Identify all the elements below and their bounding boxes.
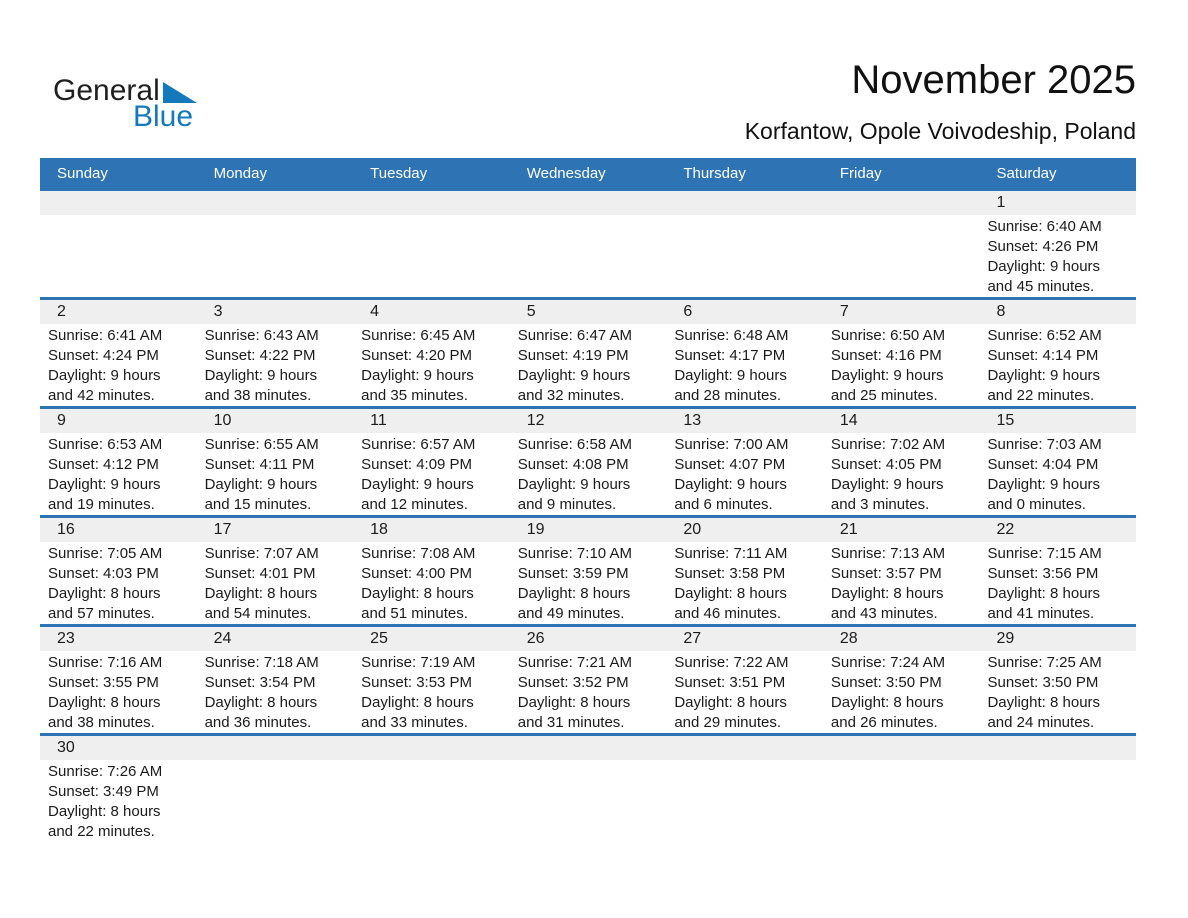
daylight-text: Daylight: 8 hours <box>830 694 944 711</box>
daylight-cont-text: and 22 minutes. <box>987 387 1095 404</box>
sunrise-text: Sunrise: 6:40 AM <box>987 218 1102 235</box>
daylight-text: Daylight: 8 hours <box>48 585 161 602</box>
day-cell <box>40 627 197 733</box>
day-cell <box>979 627 1136 733</box>
daylight-text: Daylight: 9 hours <box>204 476 318 493</box>
day-details <box>510 324 667 406</box>
day-cell <box>979 191 1136 297</box>
daylight-cont-text: and 22 minutes. <box>48 823 155 840</box>
day-name-sunday: Sunday <box>57 164 108 182</box>
daylight-text: Daylight: 9 hours <box>48 367 161 384</box>
day-details <box>979 542 1136 624</box>
sunset-text: Sunset: 4:11 PM <box>204 456 315 473</box>
day-details <box>666 324 823 406</box>
sunset-text: Sunset: 4:17 PM <box>674 347 786 364</box>
week-row <box>40 624 1136 733</box>
calendar-page <box>40 0 1136 918</box>
daylight-text: Daylight: 8 hours <box>204 694 318 711</box>
daylight-text: Daylight: 8 hours <box>361 694 474 711</box>
sunset-text: Sunset: 4:20 PM <box>361 347 473 364</box>
sunset-text: Sunset: 4:04 PM <box>987 456 1099 473</box>
day-details <box>353 760 510 762</box>
sunset-text: Sunset: 3:57 PM <box>830 565 942 582</box>
sunrise-text: Sunrise: 7:11 AM <box>674 545 788 562</box>
sunrise-text: Sunrise: 6:41 AM <box>48 327 163 344</box>
day-details <box>823 324 980 406</box>
week-row <box>40 297 1136 406</box>
day-details <box>510 651 667 733</box>
daylight-text: Daylight: 8 hours <box>830 585 944 602</box>
day-details <box>666 215 823 217</box>
day-name-monday: Monday <box>213 164 267 182</box>
daylight-cont-text: and 38 minutes. <box>48 714 155 731</box>
day-cell <box>666 191 823 297</box>
day-number: 26 <box>510 627 667 651</box>
daylight-cont-text: and 24 minutes. <box>987 714 1095 731</box>
day-number <box>510 191 667 215</box>
sunrise-text: Sunrise: 7:15 AM <box>987 545 1102 562</box>
day-number: 24 <box>197 627 354 651</box>
daylight-cont-text: and 25 minutes. <box>830 387 938 404</box>
daylight-cont-text: and 57 minutes. <box>48 605 155 622</box>
day-number: 22 <box>979 518 1136 542</box>
day-name-thursday: Thursday <box>683 164 746 182</box>
daylight-cont-text: and 46 minutes. <box>674 605 782 622</box>
sunrise-text: Sunrise: 7:19 AM <box>361 654 476 671</box>
day-number: 23 <box>40 627 197 651</box>
day-cell <box>353 736 510 842</box>
daylight-cont-text: and 31 minutes. <box>517 714 625 731</box>
day-cell <box>40 191 197 297</box>
day-number <box>823 736 980 760</box>
daylight-cont-text: and 54 minutes. <box>204 605 312 622</box>
daylight-cont-text: and 36 minutes. <box>204 714 312 731</box>
daylight-cont-text: and 19 minutes. <box>48 496 155 513</box>
daylight-text: Daylight: 9 hours <box>517 476 631 493</box>
daylight-cont-text: and 6 minutes. <box>674 496 773 513</box>
daylight-text: Daylight: 9 hours <box>674 367 787 384</box>
sunset-text: Sunset: 4:22 PM <box>204 347 316 364</box>
day-number: 15 <box>979 409 1136 433</box>
day-details <box>979 760 1136 762</box>
day-name-saturday: Saturday <box>996 164 1057 182</box>
day-cell <box>823 736 980 842</box>
sunrise-text: Sunrise: 7:16 AM <box>48 654 163 671</box>
day-number: 29 <box>979 627 1136 651</box>
page-title: November 2025 <box>851 58 1136 102</box>
daylight-cont-text: and 28 minutes. <box>674 387 782 404</box>
day-cell <box>823 300 980 406</box>
daylight-text: Daylight: 8 hours <box>674 694 787 711</box>
sunset-text: Sunset: 4:16 PM <box>830 347 942 364</box>
day-details <box>353 542 510 624</box>
day-cell <box>40 409 197 515</box>
sunset-text: Sunset: 3:53 PM <box>361 674 473 691</box>
week-row <box>40 188 1136 297</box>
day-number: 9 <box>40 409 197 433</box>
sunset-text: Sunset: 4:03 PM <box>48 565 159 582</box>
daylight-cont-text: and 49 minutes. <box>517 605 625 622</box>
sunset-text: Sunset: 3:50 PM <box>830 674 942 691</box>
day-number: 5 <box>510 300 667 324</box>
sunset-text: Sunset: 4:07 PM <box>674 456 786 473</box>
day-cell <box>823 409 980 515</box>
day-cell <box>979 518 1136 624</box>
sunrise-text: Sunrise: 6:47 AM <box>517 327 632 344</box>
daylight-text: Daylight: 9 hours <box>361 476 474 493</box>
daylight-text: Daylight: 9 hours <box>987 258 1101 275</box>
sunset-text: Sunset: 4:14 PM <box>987 347 1099 364</box>
day-cell <box>510 736 667 842</box>
sunrise-text: Sunrise: 6:50 AM <box>830 327 946 344</box>
day-number <box>823 191 980 215</box>
daylight-text: Daylight: 9 hours <box>204 367 318 384</box>
daylight-cont-text: and 26 minutes. <box>830 714 938 731</box>
day-number: 14 <box>823 409 980 433</box>
day-number: 11 <box>353 409 510 433</box>
day-details <box>40 542 197 624</box>
day-number: 2 <box>40 300 197 324</box>
sunrise-text: Sunrise: 7:05 AM <box>48 545 163 562</box>
week-row <box>40 733 1136 842</box>
sunset-text: Sunset: 3:56 PM <box>987 565 1099 582</box>
day-details <box>510 542 667 624</box>
day-details <box>197 651 354 733</box>
sunrise-text: Sunrise: 6:45 AM <box>361 327 476 344</box>
day-number: 12 <box>510 409 667 433</box>
daylight-text: Daylight: 9 hours <box>48 476 161 493</box>
day-cell <box>353 627 510 733</box>
daylight-text: Daylight: 9 hours <box>830 476 944 493</box>
sunrise-text: Sunrise: 7:25 AM <box>987 654 1102 671</box>
day-number: 7 <box>823 300 980 324</box>
logo-text-general: General <box>53 74 160 107</box>
general-blue-logo <box>53 76 197 132</box>
day-details <box>353 433 510 515</box>
day-number: 3 <box>197 300 354 324</box>
day-number: 30 <box>40 736 197 760</box>
day-cell <box>353 409 510 515</box>
day-details <box>40 215 197 217</box>
day-details <box>510 215 667 217</box>
daylight-text: Daylight: 9 hours <box>987 367 1101 384</box>
sunrise-text: Sunrise: 7:22 AM <box>674 654 789 671</box>
day-details <box>666 760 823 762</box>
day-details <box>197 215 354 217</box>
daylight-cont-text: and 33 minutes. <box>361 714 468 731</box>
title-block <box>745 58 1136 144</box>
daylight-text: Daylight: 8 hours <box>48 694 161 711</box>
daylight-cont-text: and 35 minutes. <box>361 387 468 404</box>
day-number <box>510 736 667 760</box>
sunrise-text: Sunrise: 7:21 AM <box>517 654 632 671</box>
day-cell <box>666 627 823 733</box>
sunset-text: Sunset: 4:24 PM <box>48 347 159 364</box>
day-details <box>823 651 980 733</box>
day-number: 27 <box>666 627 823 651</box>
day-details <box>353 215 510 217</box>
day-number: 16 <box>40 518 197 542</box>
day-details <box>666 651 823 733</box>
day-details <box>40 651 197 733</box>
day-number: 1 <box>979 191 1136 215</box>
day-details <box>510 760 667 762</box>
sunrise-text: Sunrise: 7:13 AM <box>830 545 946 562</box>
sunrise-text: Sunrise: 7:00 AM <box>674 436 789 453</box>
sunrise-text: Sunrise: 6:55 AM <box>204 436 319 453</box>
day-cell <box>197 736 354 842</box>
sunrise-text: Sunrise: 7:07 AM <box>204 545 319 562</box>
sunrise-text: Sunrise: 7:10 AM <box>517 545 632 562</box>
day-cell <box>40 300 197 406</box>
day-number: 6 <box>666 300 823 324</box>
day-number: 17 <box>197 518 354 542</box>
day-details <box>979 215 1136 297</box>
daylight-text: Daylight: 9 hours <box>517 367 631 384</box>
day-cell <box>979 409 1136 515</box>
daylight-text: Daylight: 9 hours <box>361 367 474 384</box>
day-cell <box>823 191 980 297</box>
daylight-text: Daylight: 8 hours <box>987 585 1101 602</box>
day-number <box>353 191 510 215</box>
day-details <box>666 542 823 624</box>
day-name-friday: Friday <box>839 164 882 182</box>
day-details <box>823 215 980 217</box>
daylight-text: Daylight: 9 hours <box>987 476 1101 493</box>
day-cell <box>510 300 667 406</box>
day-cell <box>197 300 354 406</box>
sunrise-text: Sunrise: 7:02 AM <box>830 436 946 453</box>
daylight-cont-text: and 29 minutes. <box>674 714 782 731</box>
sunset-text: Sunset: 3:52 PM <box>517 674 629 691</box>
day-details <box>353 651 510 733</box>
day-number <box>666 736 823 760</box>
day-number <box>979 736 1136 760</box>
day-cell <box>353 300 510 406</box>
sunset-text: Sunset: 3:51 PM <box>674 674 786 691</box>
day-cell <box>823 518 980 624</box>
day-details <box>823 542 980 624</box>
day-cell <box>979 736 1136 842</box>
day-cell <box>40 518 197 624</box>
sunset-text: Sunset: 4:00 PM <box>361 565 473 582</box>
sunrise-text: Sunrise: 6:48 AM <box>674 327 789 344</box>
day-number <box>353 736 510 760</box>
daylight-text: Daylight: 8 hours <box>517 694 631 711</box>
day-cell <box>510 409 667 515</box>
daylight-cont-text: and 43 minutes. <box>830 605 938 622</box>
day-cell <box>979 300 1136 406</box>
day-cell <box>666 518 823 624</box>
sunset-text: Sunset: 3:49 PM <box>48 783 159 800</box>
daylight-text: Daylight: 8 hours <box>361 585 474 602</box>
sunset-text: Sunset: 3:58 PM <box>674 565 786 582</box>
day-number: 4 <box>353 300 510 324</box>
day-number: 19 <box>510 518 667 542</box>
day-number: 8 <box>979 300 1136 324</box>
day-cell <box>666 300 823 406</box>
daylight-text: Daylight: 9 hours <box>830 367 944 384</box>
day-number <box>666 191 823 215</box>
day-number: 25 <box>353 627 510 651</box>
sunset-text: Sunset: 3:54 PM <box>204 674 316 691</box>
day-cell <box>510 627 667 733</box>
day-cell <box>197 518 354 624</box>
sunrise-text: Sunrise: 6:52 AM <box>987 327 1102 344</box>
daylight-cont-text: and 45 minutes. <box>987 278 1095 295</box>
daylight-text: Daylight: 8 hours <box>517 585 631 602</box>
calendar-weeks <box>40 188 1136 842</box>
sunset-text: Sunset: 3:55 PM <box>48 674 159 691</box>
calendar-header-row <box>40 158 1136 188</box>
daylight-cont-text: and 41 minutes. <box>987 605 1095 622</box>
calendar <box>40 158 1136 842</box>
day-details <box>353 324 510 406</box>
daylight-cont-text: and 32 minutes. <box>517 387 625 404</box>
day-details <box>40 760 197 842</box>
day-cell <box>666 409 823 515</box>
day-details <box>979 324 1136 406</box>
day-number: 21 <box>823 518 980 542</box>
day-details <box>40 433 197 515</box>
day-details <box>666 433 823 515</box>
sunset-text: Sunset: 4:09 PM <box>361 456 473 473</box>
daylight-text: Daylight: 8 hours <box>987 694 1101 711</box>
daylight-cont-text: and 38 minutes. <box>204 387 312 404</box>
week-row <box>40 406 1136 515</box>
day-number: 18 <box>353 518 510 542</box>
daylight-cont-text: and 3 minutes. <box>830 496 930 513</box>
daylight-cont-text: and 51 minutes. <box>361 605 468 622</box>
daylight-text: Daylight: 9 hours <box>674 476 787 493</box>
day-cell <box>40 736 197 842</box>
day-details <box>510 433 667 515</box>
daylight-cont-text: and 12 minutes. <box>361 496 468 513</box>
day-cell <box>197 191 354 297</box>
logo-text-blue: Blue <box>133 100 194 133</box>
day-cell <box>197 409 354 515</box>
day-number <box>197 736 354 760</box>
daylight-text: Daylight: 8 hours <box>48 803 161 820</box>
day-details <box>197 433 354 515</box>
day-details <box>40 324 197 406</box>
sunrise-text: Sunrise: 6:58 AM <box>517 436 632 453</box>
day-cell <box>666 736 823 842</box>
daylight-cont-text: and 9 minutes. <box>517 496 617 513</box>
sunset-text: Sunset: 3:50 PM <box>987 674 1099 691</box>
page-subtitle: Korfantow, Opole Voivodeship, Poland <box>744 118 1136 144</box>
day-cell <box>197 627 354 733</box>
day-number <box>197 191 354 215</box>
sunset-text: Sunset: 4:26 PM <box>987 238 1099 255</box>
day-details <box>197 542 354 624</box>
day-details <box>823 433 980 515</box>
day-cell <box>510 518 667 624</box>
day-details <box>979 433 1136 515</box>
sunrise-text: Sunrise: 7:24 AM <box>830 654 946 671</box>
day-name-wednesday: Wednesday <box>526 164 606 182</box>
daylight-cont-text: and 15 minutes. <box>204 496 312 513</box>
day-cell <box>823 627 980 733</box>
sunrise-text: Sunrise: 7:08 AM <box>361 545 476 562</box>
day-details <box>979 651 1136 733</box>
sunrise-text: Sunrise: 6:53 AM <box>48 436 163 453</box>
day-number <box>40 191 197 215</box>
day-name-tuesday: Tuesday <box>370 164 428 182</box>
sunset-text: Sunset: 4:08 PM <box>517 456 629 473</box>
sunset-text: Sunset: 4:19 PM <box>517 347 629 364</box>
daylight-text: Daylight: 8 hours <box>204 585 318 602</box>
week-row <box>40 515 1136 624</box>
day-number: 10 <box>197 409 354 433</box>
sunset-text: Sunset: 3:59 PM <box>517 565 629 582</box>
sunset-text: Sunset: 4:12 PM <box>48 456 159 473</box>
day-cell <box>510 191 667 297</box>
sunrise-text: Sunrise: 6:43 AM <box>204 327 319 344</box>
sunrise-text: Sunrise: 7:26 AM <box>48 763 163 780</box>
daylight-cont-text: and 42 minutes. <box>48 387 155 404</box>
day-number: 20 <box>666 518 823 542</box>
daylight-text: Daylight: 8 hours <box>674 585 787 602</box>
day-cell <box>353 518 510 624</box>
sunrise-text: Sunrise: 7:18 AM <box>204 654 319 671</box>
day-details <box>823 760 980 762</box>
day-number: 13 <box>666 409 823 433</box>
daylight-cont-text: and 0 minutes. <box>987 496 1086 513</box>
day-details <box>197 324 354 406</box>
sunset-text: Sunset: 4:01 PM <box>204 565 316 582</box>
day-number: 28 <box>823 627 980 651</box>
day-details <box>197 760 354 762</box>
sunrise-text: Sunrise: 6:57 AM <box>361 436 476 453</box>
sunrise-text: Sunrise: 7:03 AM <box>987 436 1102 453</box>
sunset-text: Sunset: 4:05 PM <box>830 456 942 473</box>
day-cell <box>353 191 510 297</box>
